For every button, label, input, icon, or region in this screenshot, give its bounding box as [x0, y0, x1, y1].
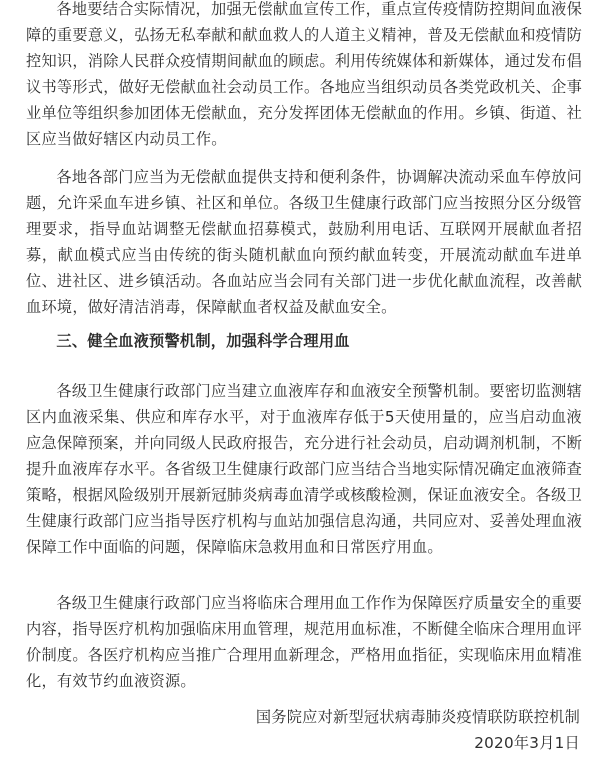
paragraph-blood-donation-support: 各地各部门应当为无偿献血提供支持和便利条件，协调解决流动采血车停放问题，允许采血车进乡镇、社区和单位。各级卫生健康行政部门应当按照分区分级管理要求，指导血站调整无偿献血招募模式，鼓励利用电话、互联网开展献血者招募，献血模式应当由传统的街头随机献血向预约献血转变，开展流动献血车进单位、进社区、进乡镇活动。各血站应当会同有关部门进一步优化献血流程，改善献血环境，做好清洁消毒，保障献血者权益及献血安全。	[26, 168, 582, 316]
paragraph-clinical-blood-use: 各级卫生健康行政部门应当将临床合理用血工作作为保障医疗质量安全的重要内容，指导医疗机构加强临床用血管理，规范用血标准，不断健全临床合理用血评价制度。各医疗机构应当推广合理用血新理念，严格用血指征，实现临床用血精准化，有效节约血液资源。	[26, 594, 582, 690]
signature-date: 2020年3月1日	[474, 734, 580, 752]
signature-organization: 国务院应对新型冠状病毒肺炎疫情联防联控机制	[255, 708, 580, 726]
section-heading: 三、健全血液预警机制，加强科学合理用血	[56, 332, 350, 350]
paragraph-blood-donation-publicity: 各地要结合实际情况，加强无偿献血宣传工作，重点宣传疫情防控期间血液保障的重要意义，弘扬无私奉献和献血救人的人道主义精神，普及无偿献血和疫情防控知识，消除人民群众疫情期间献血的顾虑。利用传统媒体和新媒体，通过发布倡议书等形式，做好无偿献血社会动员工作。各地应当组织动员各类党政机关、企事业单位等组织参加团体无偿献血，充分发挥团体无偿献血的作用。乡镇、街道、社区应当做好辖区内动员工作。	[26, 0, 582, 148]
paragraph-blood-warning-mechanism: 各级卫生健康行政部门应当建立血液库存和血液安全预警机制。要密切监测辖区内血液采集、供应和库存水平，对于血液库存低于5天使用量的，应当启动血液应急保障预案，并向同级人民政府报告，充分进行社会动员，启动调剂机制，不断提升血液库存水平。各省级卫生健康行政部门应当结合当地实际情况确定血液筛查策略，根据风险级别开展新冠肺炎病毒血清学或核酸检测，保证血液安全。各级卫生健康行政部门应当指导医疗机构与血站加强信息沟通，共同应对、妥善处理血液保障工作中面临的问题，保障临床急救用血和日常医疗用血。	[26, 382, 582, 556]
